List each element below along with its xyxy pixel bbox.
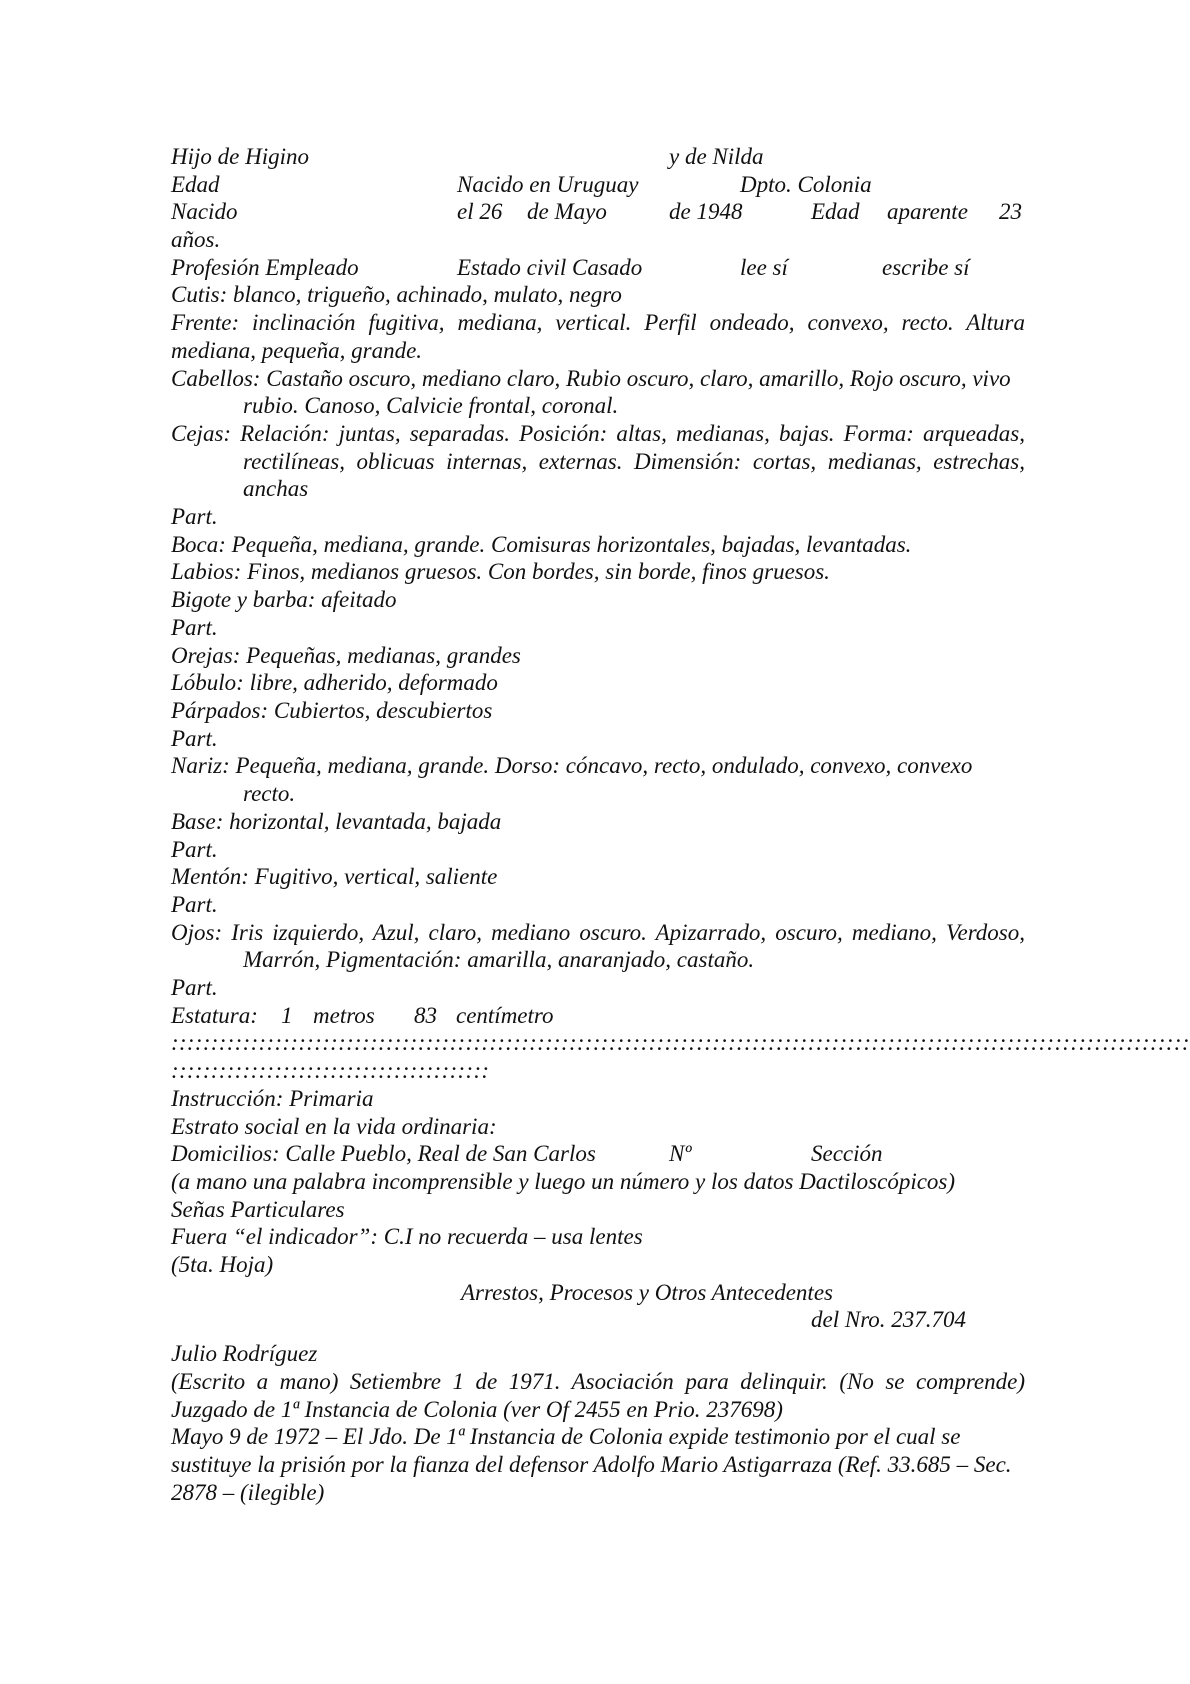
height-meters-value: 1 [281,1002,293,1028]
part-line: Part. [171,891,218,917]
height-cm-unit: centímetro [456,1002,554,1028]
menton-line: Mentón: Fugitivo, vertical, saliente [171,864,498,890]
age-label: Edad [171,171,220,197]
labios-line: Labios: Finos, medianos gruesos. Con bordes, sin borde, finos gruesos. [171,559,830,585]
cabellos-paragraph: Cabellos: Castaño oscuro, mediano claro, Rubio oscuro, claro, amarillo, Rojo oscuro, vivo rubio. Canoso, Calvicie frontal, coronal. [171,365,1011,419]
cejas-paragraph: Cejas: Relación: juntas, separadas. Posición: altas, medianas, bajas. Forma: arqueadas, rectilíneas, oblicuas internas, externas. Dimensión: cortas, medianas, estrechas, anchas [171,420,1025,502]
document-body [171,143,1190,1506]
apparent-age-value: 23 [999,199,1022,225]
separator-dots-short: :::::::::::::::::::::::::::::::::::::::: [171,1058,490,1084]
part-line: Part. [171,975,218,1001]
handwritten-note: (a mano una palabra incomprensible y luego un número y los datos Dactiloscópicos) [171,1168,956,1194]
section-label: Sección [811,1141,883,1167]
record-number-row [171,1306,1025,1334]
part-line: Part. [171,725,218,751]
part-line: Part. [171,836,218,862]
birth-country: Nacido en Uruguay [457,171,639,197]
part-line: Part. [171,614,218,640]
apparent-age-label-2: aparente [887,199,968,225]
profession-row [171,254,1025,282]
height-row [171,1002,1025,1030]
boca-line: Boca: Pequeña, mediana, grande. Comisuras horizontales, bajadas, levantadas. [171,531,912,557]
birth-day: el 26 [457,199,503,225]
part-line: Part. [171,504,218,530]
ojos-paragraph: Ojos: Iris izquierdo, Azul, claro, mediano oscuro. Apizarrado, oscuro, mediano, Verdoso, Marrón, Pigmentación: amarilla, anaranjado, castaño. [171,919,1025,973]
record-number: del Nro. 237.704 [811,1307,967,1333]
birth-year: de 1948 [669,199,743,225]
nariz-paragraph: Nariz: Pequeña, mediana, grande. Dorso: cóncavo, recto, ondulado, convexo, convexo recto. [171,753,973,807]
senas-line: Señas Particulares [171,1196,345,1222]
reads: lee sí [740,254,788,280]
arrests-heading: Arrestos, Procesos y Otros Antecedentes [461,1279,833,1305]
record-entry-2: Mayo 9 de 1972 – El Jdo. De 1ª Instancia de Colonia expide testimonio por el cual se sustituye la prisión por la fianza del defensor Adolfo Mario Astigarraza (Ref. 33.685 – Sec. 2878 – (ilegible) [171,1424,1012,1505]
bigote-line: Bigote y barba: afeitado [171,587,397,613]
spacer [171,1334,1025,1340]
orejas-line: Orejas: Pequeñas, medianas, grandes [171,642,521,668]
profession: Profesión Empleado [171,254,359,280]
years-text: años. [171,227,221,253]
apparent-age-label-1: Edad [811,199,860,225]
lobulo-line: Lóbulo: libre, adherido, deformado [171,670,498,696]
civil-status: Estado civil Casado [457,254,643,280]
age-origin-row [171,171,1025,199]
fuera-line: Fuera “el indicador”: C.I no recuerda – usa lentes [171,1224,643,1250]
domicile: Domicilios: Calle Pueblo, Real de San Carlos [171,1141,596,1167]
writes: escribe sí [882,254,970,280]
height-cm-value: 83 [414,1002,437,1028]
estrato-line: Estrato social en la vida ordinaria: [171,1113,497,1139]
birth-month: de Mayo [527,199,607,225]
section-heading [171,1279,1025,1307]
department: Dpto. Colonia [740,171,872,197]
person-name: Julio Rodríguez [171,1341,318,1367]
parpados-line: Párpados: Cubiertos, descubiertos [171,698,493,723]
instruccion-line: Instrucción: Primaria [171,1085,374,1111]
number-label: Nº [669,1141,692,1167]
domicile-row [171,1140,1025,1168]
record-entry-1: (Escrito a mano) Setiembre 1 de 1971. Asociación para delinquir. (No se comprende) Juzgado de 1ª Instancia de Colonia (ver Of 2455 en Prio. 237698) [171,1368,1025,1422]
sheet-label: (5ta. Hoja) [171,1252,274,1278]
height-label: Estatura: [171,1002,258,1028]
father-text: Hijo de Higino [171,144,309,169]
parents-row [171,143,1025,171]
birth-row [171,198,1025,226]
born-label: Nacido [171,199,238,225]
base-line: Base: horizontal, levantada, bajada [171,808,502,834]
cutis-line: Cutis: blanco, trigueño, achinado, mulato, negro [171,282,622,308]
mother-text: y de Nilda [669,144,764,169]
height-meters-unit: metros [313,1002,375,1028]
separator-dots: :::::::::::::::::::::::::::::::::::::::::::::::::::::::::::::::::::::::::::::::::::::::::::::::::::::::::::::::::::::::::::::::: [171,1030,1190,1056]
frente-paragraph: Frente: inclinación fugitiva, mediana, vertical. Perfil ondeado, convexo, recto. Altura mediana, pequeña, grande. [171,310,1025,363]
